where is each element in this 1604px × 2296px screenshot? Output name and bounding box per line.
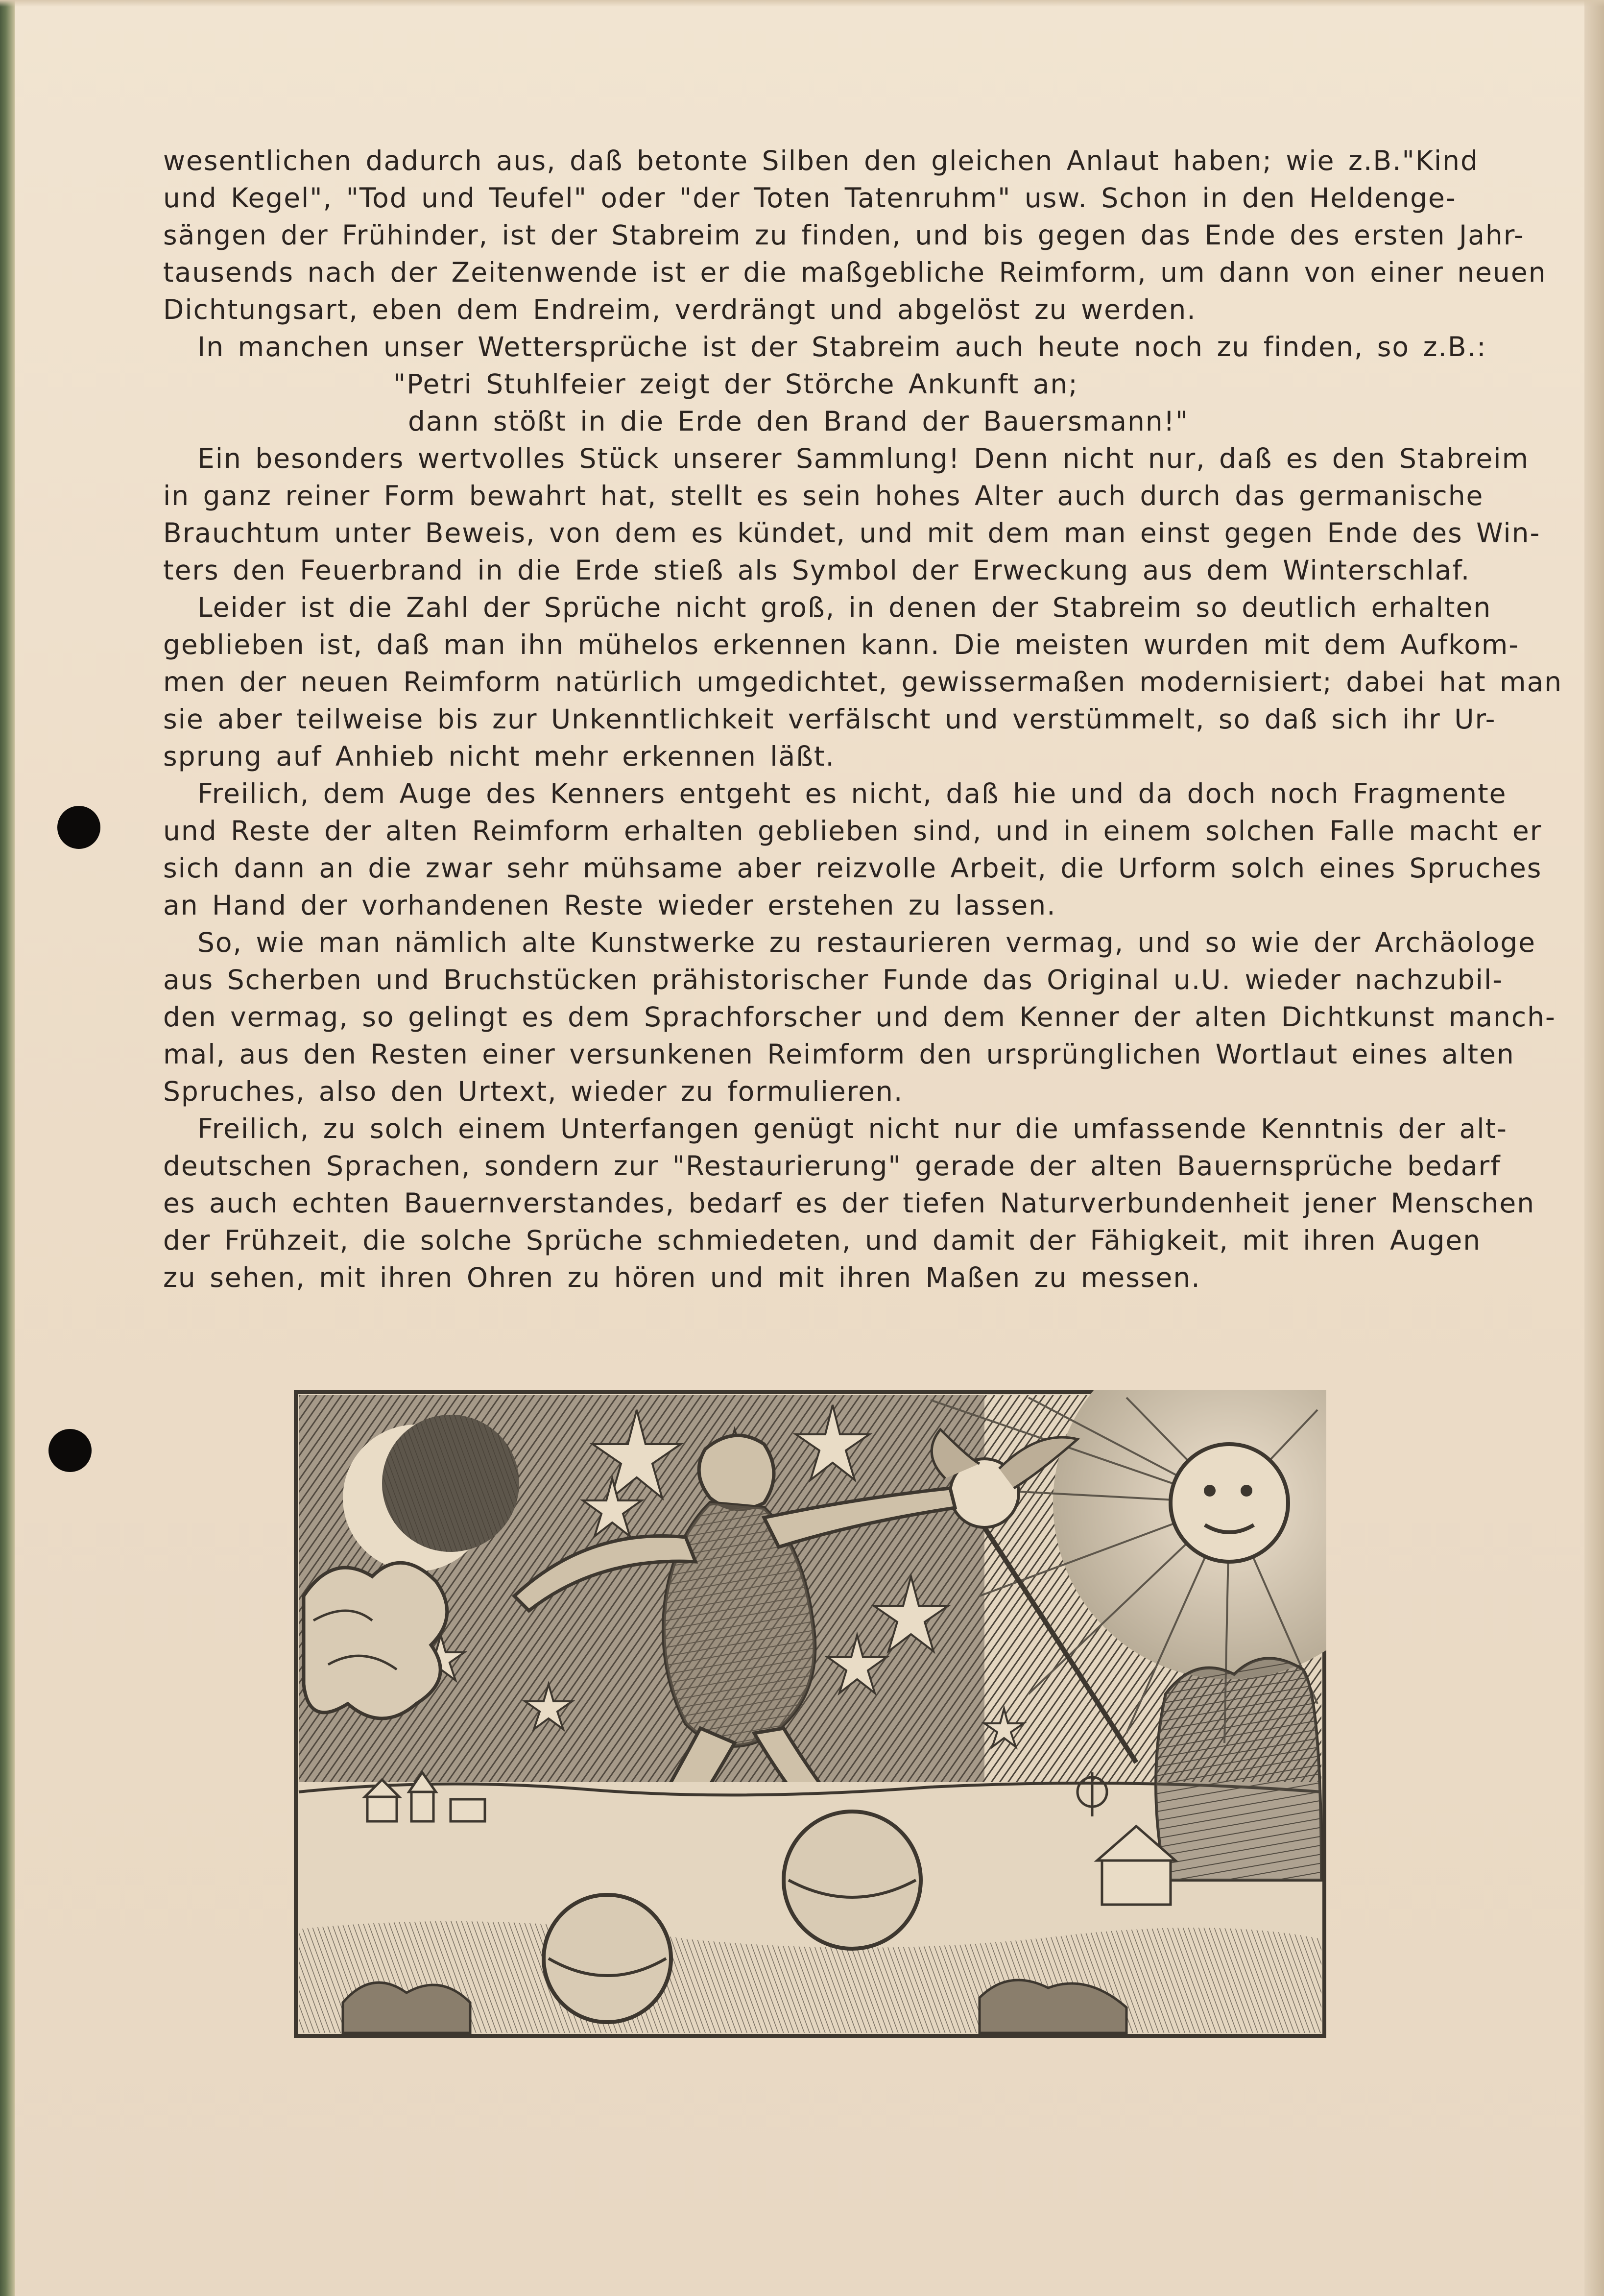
text-line: tausends nach der Zeitenwende ist er die maßgebliche Reimform, um dann von einer neuen [163, 257, 1547, 288]
text-line: geblieben ist, daß man ihn mühelos erkennen kann. Die meisten wurden mit dem Aufkom- [163, 629, 1520, 660]
poem-line: dann stößt in die Erde den Brand der Bauersmann!" [408, 406, 1189, 437]
text-line: ters den Feuerbrand in die Erde stieß als Symbol der Erweckung aus dem Winterschlaf. [163, 555, 1471, 586]
text-line: Brauchtum unter Beweis, von dem es kündet, und mit dem man einst gegen Ende des Win- [163, 517, 1541, 549]
text-line: sie aber teilweise bis zur Unkenntlichkeit verfälscht und verstümmelt, so daß sich ihr Ur- [163, 703, 1496, 735]
text-line: Dichtungsart, eben dem Endreim, verdrängt und abgelöst zu werden. [163, 294, 1197, 325]
text-line: und Kegel", "Tod und Teufel" oder "der Toten Tatenruhm" usw. Schon in den Heldenge- [163, 182, 1457, 214]
text-line: Spruches, also den Urtext, wieder zu formulieren. [163, 1076, 904, 1107]
text-line: Freilich, zu solch einem Unterfangen genügt nicht nur die umfassende Kenntnis der alt- [197, 1113, 1508, 1144]
text-line: der Frühzeit, die solche Sprüche schmiedeten, und damit der Fähigkeit, mit ihren Augen [163, 1225, 1482, 1256]
text-line: den vermag, so gelingt es dem Sprachforscher und dem Kenner der alten Dichtkunst manch- [163, 1001, 1556, 1033]
page-left-edge [0, 0, 15, 2296]
text-line: Leider ist die Zahl der Sprüche nicht groß, in denen der Stabreim so deutlich erhalten [197, 592, 1492, 623]
punch-hole-icon [57, 806, 100, 849]
poem-line: "Petri Stuhlfeier zeigt der Störche Ankunft an; [393, 368, 1078, 400]
text-line: men der neuen Reimform natürlich umgedichtet, gewissermaßen modernisiert; dabei hat man [163, 666, 1563, 698]
text-line: und Reste der alten Reimform erhalten geblieben sind, und in einem solchen Falle macht er [163, 815, 1542, 846]
text-line: Freilich, dem Auge des Kenners entgeht es nicht, daß hie und da doch noch Fragmente [197, 778, 1507, 809]
text-line: So, wie man nämlich alte Kunstwerke zu restaurieren vermag, und so wie der Archäologe [197, 927, 1536, 958]
text-line: Ein besonders wertvolles Stück unserer Sammlung! Denn nicht nur, daß es den Stabreim [197, 443, 1530, 474]
punch-hole-icon [48, 1429, 92, 1472]
text-line: wesentlichen dadurch aus, daß betonte Silben den gleichen Anlaut haben; wie z.B."Kind [163, 145, 1479, 176]
text-line: zu sehen, mit ihren Ohren zu hören und mit ihren Maßen zu messen. [163, 1262, 1201, 1293]
page-right-edge [1584, 0, 1604, 2296]
text-line: mal, aus den Resten einer versunkenen Reimform den ursprünglichen Wortlaut eines alten [163, 1039, 1515, 1070]
text-line: sängen der Frühinder, ist der Stabreim zu finden, und bis gegen das Ende des ersten Jahr- [163, 219, 1525, 251]
text-line: sich dann an die zwar sehr mühsame aber reizvolle Arbeit, die Urform solch eines Spruches [163, 852, 1542, 884]
body-text [163, 142, 1563, 1296]
text-line: aus Scherben und Bruchstücken prähistorischer Funde das Original u.U. wieder nachzubil- [163, 964, 1504, 995]
text-line: deutschen Sprachen, sondern zur "Restaurierung" gerade der alten Bauernsprüche bedarf [163, 1150, 1501, 1182]
text-line: an Hand der vorhandenen Reste wieder erstehen zu lassen. [163, 890, 1056, 921]
text-line: sprung auf Anhieb nicht mehr erkennen läßt. [163, 741, 835, 772]
page-top-edge [0, 0, 1604, 7]
woodcut-illustration-icon [294, 1390, 1326, 2038]
text-line: es auch echten Bauernverstandes, bedarf es der tiefen Naturverbundenheit jener Menschen [163, 1187, 1535, 1219]
text-line: In manchen unser Wettersprüche ist der Stabreim auch heute noch zu finden, so z.B.: [197, 331, 1487, 363]
text-line: in ganz reiner Form bewahrt hat, stellt es sein hohes Alter auch durch das germanische [163, 480, 1484, 511]
